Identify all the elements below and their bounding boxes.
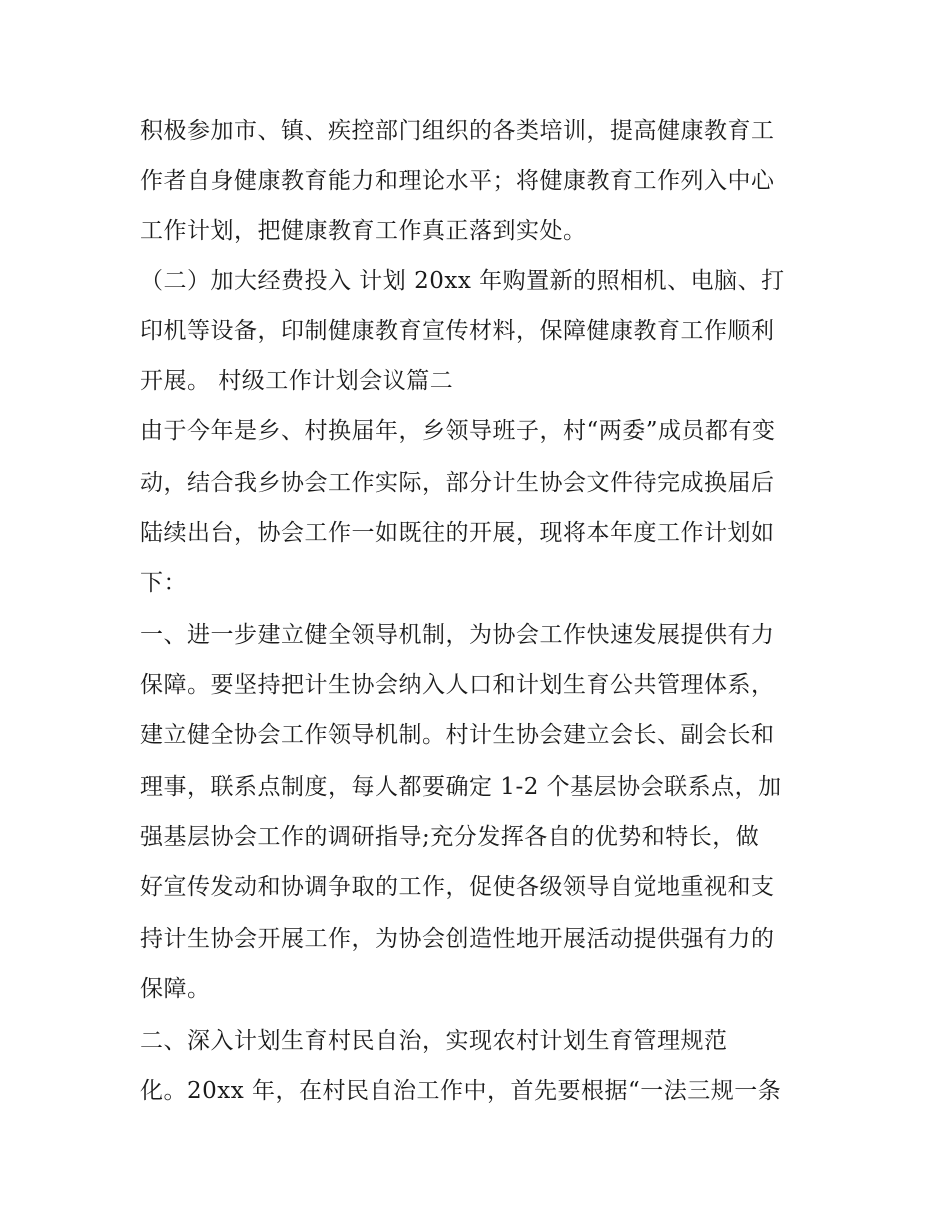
text-line: 好宣传发动和协调争取的工作，促使各级领导自觉地重视和支	[140, 874, 775, 900]
text-line: 动，结合我乡协会工作实际，部分计生协会文件待完成换届后	[140, 470, 775, 496]
text-line: 持计生协会开展工作，为协会创造性地开展活动提供强有力的	[140, 926, 775, 952]
text-line: （二）加大经费投入 计划 20xx 年购置新的照相机、电脑、打	[140, 268, 785, 294]
text-line: 开展。 村级工作计划会议篇二	[140, 368, 454, 394]
text-line: 印机等设备，印制健康教育宣传材料，保障健康教育工作顺利	[140, 318, 775, 344]
text-line: 保障。	[140, 976, 211, 1002]
text-line: 一、进一步建立健全领导机制，为协会工作快速发展提供有力	[140, 622, 775, 648]
text-line: 积极参加市、镇、疾控部门组织的各类培训，提高健康教育工	[140, 118, 775, 144]
text-line: 陆续出台，协会工作一如既往的开展，现将本年度工作计划如	[140, 520, 775, 546]
text-line: 建立健全协会工作领导机制。村计生协会建立会长、副会长和	[140, 722, 775, 748]
text-line: 理事，联系点制度，每人都要确定 1-2 个基层协会联系点，加	[140, 774, 782, 800]
text-line: 工作计划，把健康教育工作真正落到实处。	[140, 218, 587, 244]
text-line: 下：	[140, 570, 187, 596]
text-line: 二、深入计划生育村民自治，实现农村计划生育管理规范	[140, 1028, 728, 1054]
text-line: 由于今年是乡、村换届年，乡领导班子，村“两委”成员都有变	[140, 418, 776, 444]
text-line: 作者自身健康教育能力和理论水平；将健康教育工作列入中心	[140, 168, 775, 194]
text-line: 强基层协会工作的调研指导;充分发挥各自的优势和特长，做	[140, 824, 760, 850]
text-line: 化。20xx 年，在村民自治工作中，首先要根据“一法三规一条	[140, 1078, 782, 1104]
text-line: 保障。要坚持把计生协会纳入人口和计划生育公共管理体系，	[140, 672, 775, 698]
